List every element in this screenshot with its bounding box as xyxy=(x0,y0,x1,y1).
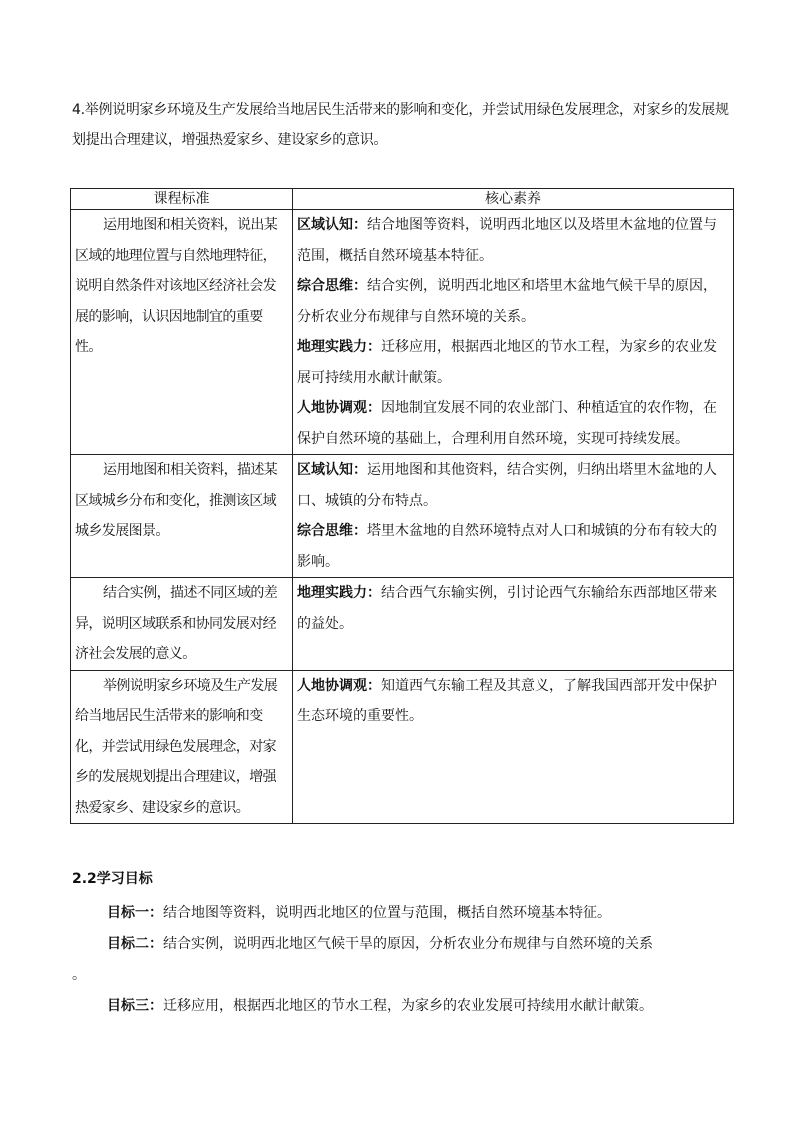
table-header-row xyxy=(71,189,734,210)
literacy-text: 因地制宜发展不同的农业部门、种植适宜的农作物，在保护自然环境的基础上，合理利用自然环境，实现可持续发展。 xyxy=(297,400,717,447)
curriculum-table xyxy=(70,188,734,824)
literacy-label: 区域认知： xyxy=(297,462,367,478)
header-standard: 课程标准 xyxy=(71,189,293,210)
literacy-item xyxy=(297,332,729,393)
goals-list xyxy=(72,898,732,1022)
table-row xyxy=(71,455,734,578)
literacy-item xyxy=(297,671,729,732)
literacy-label: 综合思维： xyxy=(297,278,367,294)
goal-item xyxy=(72,898,732,929)
literacy-text: 塔里木盆地的自然环境特点对人口和城镇的分布有较大的影响。 xyxy=(297,523,717,570)
literacy-text: 知道西气东输工程及其意义，了解我国西部开发中保护生态环境的重要性。 xyxy=(297,677,717,724)
literacy-label: 地理实践力： xyxy=(297,339,381,355)
goal-label: 目标一： xyxy=(107,905,163,921)
standard-cell xyxy=(71,210,293,455)
header-literacy: 核心素养 xyxy=(293,189,734,210)
literacy-text: 结合西气东输实例，引讨论西气东输给东西部地区带来的益处。 xyxy=(297,585,717,632)
literacy-cell xyxy=(293,210,734,455)
goal-item xyxy=(72,991,732,1022)
literacy-cell xyxy=(293,578,734,671)
goal-text: 结合实例，说明西北地区气候干旱的原因，分析农业分布规律与自然环境的关系 xyxy=(163,936,653,952)
standard-cell xyxy=(71,670,293,824)
section-title: 2.2学习目标 xyxy=(72,871,153,887)
goal-text: 结合地图等资料，说明西北地区的位置与范围，概括自然环境基本特征。 xyxy=(163,905,611,921)
literacy-item xyxy=(297,271,729,332)
goal-continuation: 。 xyxy=(72,967,86,983)
table-row xyxy=(71,578,734,671)
standard-text: 结合实例，描述不同区域的差异，说明区域联系和协同发展对经济社会发展的意义。 xyxy=(75,585,278,662)
literacy-text: 运用地图和其他资料，结合实例，归纳出塔里木盆地的人口、城镇的分布特点。 xyxy=(297,462,717,509)
table-row xyxy=(71,670,734,824)
goal-text: 迁移应用，根据西北地区的节水工程，为家乡的农业发展可持续用水献计献策。 xyxy=(163,998,653,1014)
standard-cell xyxy=(71,578,293,671)
literacy-text: 迁移应用，根据西北地区的节水工程，为家乡的农业发展可持续用水献计献策。 xyxy=(297,339,717,386)
standard-text: 举例说明家乡环境及生产发展给当地居民生活带来的影响和变化，并尝试用绿色发展理念，对家乡的发展规划提出合理建议，增强热爱家乡、建设家乡的意识。 xyxy=(75,677,278,816)
literacy-text: 结合地图等资料，说明西北地区以及塔里木盆地的位置与范围，概括自然环境基本特征。 xyxy=(297,217,717,264)
literacy-item xyxy=(297,455,729,516)
goal-label: 目标三： xyxy=(107,998,163,1014)
literacy-text: 结合实例，说明西北地区和塔里木盆地气候干旱的原因，分析农业分布规律与自然环境的关系。 xyxy=(297,278,717,325)
literacy-item xyxy=(297,578,729,639)
literacy-label: 人地协调观： xyxy=(297,400,381,416)
literacy-label: 区域认知： xyxy=(297,217,367,233)
goal-label: 目标二： xyxy=(107,936,163,952)
standard-cell xyxy=(71,455,293,578)
literacy-cell xyxy=(293,455,734,578)
literacy-item xyxy=(297,516,729,577)
literacy-label: 地理实践力： xyxy=(297,585,381,601)
literacy-label: 人地协调观： xyxy=(297,677,381,694)
standard-text: 运用地图和相关资料，描述某区域城乡分布和变化，推测该区域城乡发展图景。 xyxy=(75,462,278,539)
literacy-label: 综合思维： xyxy=(297,523,367,539)
standard-text: 运用地图和相关资料，说出某区域的地理位置与自然地理特征，说明自然条件对该地区经济社会发展的影响，认识因地制宜的重要性。 xyxy=(75,217,278,355)
table-row xyxy=(71,210,734,455)
intro-paragraph: 4.举例说明家乡环境及生产发展给当地居民生活带来的影响和变化，并尝试用绿色发展理念，对家乡的发展规划提出合理建议，增强热爱家乡、建设家乡的意识。 xyxy=(72,102,729,148)
goal-item xyxy=(72,929,732,960)
literacy-cell xyxy=(293,670,734,824)
literacy-item xyxy=(297,210,729,271)
literacy-item xyxy=(297,393,729,454)
